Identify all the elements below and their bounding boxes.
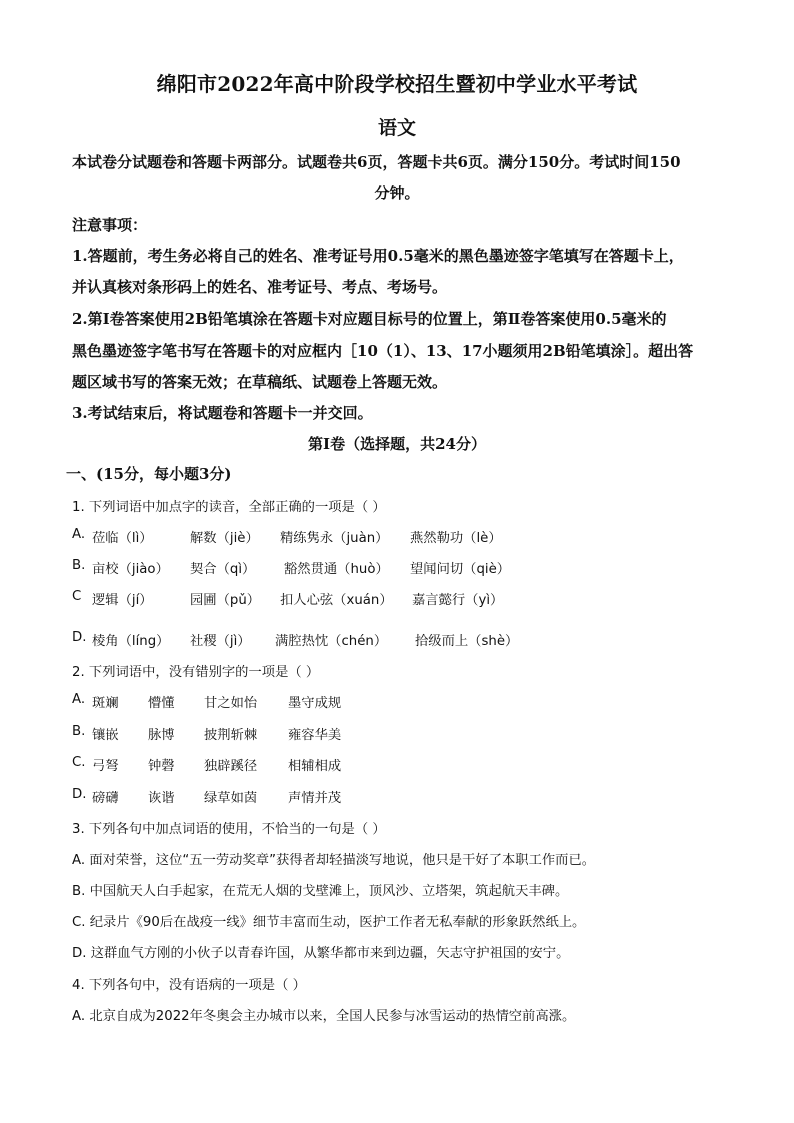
note-2-line-3: 题区域书写的答案无效；在草稿纸、试题卷上答题无效。 (72, 373, 448, 391)
option-word: 莅临（lì） (92, 531, 153, 546)
volume-title: 第Ⅰ卷（选择题，共24分） (308, 435, 486, 453)
option-word: 逻辑（jí） (92, 593, 153, 608)
note-2-line-2: 黑色墨迹签字笔书写在答题卡的对应框内［10（1）、13、17小题须用2B铅笔填涂］。超出答 (72, 342, 694, 360)
option-word: 磅礴 (92, 791, 119, 806)
option-word: 相辅相成 (288, 759, 342, 774)
option-word: 望闻问切（qiè） (410, 562, 511, 577)
option-letter: B. (72, 724, 86, 739)
option-letter: C (72, 589, 82, 604)
option-word: 园圃（pǔ） (190, 593, 261, 608)
notes-heading: 注意事项： (72, 216, 148, 234)
option-word: 契合（qì） (190, 562, 256, 577)
q3-option-d: D. 这群血气方刚的小伙子以青春许国，从繁华都市来到边疆，矢志守护祖国的安宁。 (72, 946, 570, 961)
option-word: 声情并茂 (288, 791, 342, 806)
intro-line-1: 本试卷分试题卷和答题卡两部分。试题卷共6页，答题卡共6页。满分150分。考试时间150 (72, 153, 681, 171)
option-word: 脉博 (148, 728, 175, 743)
option-letter: D. (72, 787, 87, 802)
option-word: 燕然勒功（lè） (410, 531, 502, 546)
option-word: 雍容华美 (288, 728, 342, 743)
option-word: 豁然贯通（huò） (284, 562, 389, 577)
note-1-line-1: 1.答题前，考生务必将自己的姓名、准考证号用0.5毫米的黑色墨迹签字笔填写在答题卡上， (72, 247, 684, 265)
q3-option-a: A. 面对荣誉，这位“五一劳动奖章”获得者却轻描淡写地说，他只是干好了本职工作而已。 (72, 853, 596, 868)
option-word: 懵懂 (148, 696, 175, 711)
note-1-line-2: 并认真核对条形码上的姓名、准考证号、考点、考场号。 (72, 278, 448, 296)
q3-option-c: C. 纪录片《90后在战疫一线》细节丰富而生动，医护工作者无私奉献的形象跃然纸上。 (72, 915, 586, 930)
note-2-line-1: 2.第Ⅰ卷答案使用2B铅笔填涂在答题卡对应题目标号的位置上，第Ⅱ卷答案使用0.5毫米的 (72, 310, 667, 328)
question-1-stem: 1. 下列词语中加点字的读音，全部正确的一项是（ ） (72, 500, 386, 515)
option-word: 斑斓 (92, 696, 119, 711)
question-4-stem: 4. 下列各句中，没有语病的一项是（ ） (72, 978, 306, 993)
option-word: 钟磬 (148, 759, 175, 774)
option-letter: A. (72, 527, 86, 542)
option-word: 棱角（líng） (92, 634, 170, 649)
subject-title: 语文 (377, 117, 416, 139)
option-word: 墨守成规 (288, 696, 342, 711)
option-word: 拾级而上（shè） (415, 634, 519, 649)
option-letter: D. (72, 630, 87, 645)
q3-option-b: B. 中国航天人白手起家，在荒无人烟的戈壁滩上，顶风沙、立塔架，筑起航天丰碑。 (72, 884, 569, 899)
option-word: 绿草如茵 (204, 791, 258, 806)
option-letter: B. (72, 558, 86, 573)
option-word: 嘉言懿行（yì） (412, 593, 504, 608)
question-3-stem: 3. 下列各句中加点词语的使用，不恰当的一句是（ ） (72, 822, 386, 837)
option-word: 亩校（jiào） (92, 562, 169, 577)
option-word: 甘之如怡 (204, 696, 258, 711)
option-letter: C. (72, 755, 86, 770)
option-word: 满腔热忱（chén） (275, 634, 388, 649)
option-word: 诙谐 (148, 791, 175, 806)
note-3: 3.考试结束后，将试题卷和答题卡一并交回。 (72, 404, 373, 422)
q4-option-a: A. 北京自成为2022年冬奥会主办城市以来，全国人民参与冰雪运动的热情空前高涨。 (72, 1009, 576, 1024)
option-word: 披荆斩棘 (204, 728, 258, 743)
exam-title: 绵阳市2022年高中阶段学校招生暨初中学业水平考试 (156, 72, 638, 96)
option-letter: A. (72, 692, 86, 707)
option-word: 扣人心弦（xuán） (280, 593, 393, 608)
option-word: 社稷（jì） (190, 634, 251, 649)
option-word: 弓弩 (92, 759, 119, 774)
option-word: 解数（jiè） (190, 531, 259, 546)
part-title: 一、(15分，每小题3分) (66, 465, 232, 483)
question-2-stem: 2. 下列词语中，没有错别字的一项是（ ） (72, 665, 320, 680)
intro-line-2: 分钟。 (374, 184, 420, 202)
option-word: 镶嵌 (92, 728, 119, 743)
option-word: 精练隽永（juàn） (280, 531, 389, 546)
option-word: 独辟蹊径 (204, 759, 258, 774)
